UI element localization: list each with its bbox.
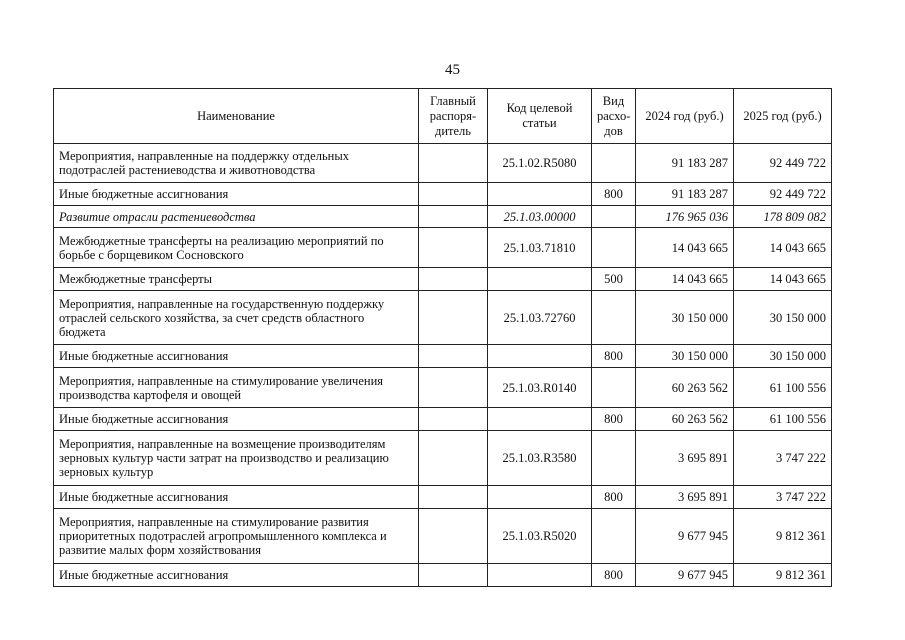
cell-kind	[592, 144, 636, 183]
cell-2024: 60 263 562	[636, 408, 734, 431]
table-row	[54, 228, 832, 268]
table-row	[54, 509, 832, 564]
table-row	[54, 431, 832, 486]
cell-kind	[592, 228, 636, 268]
cell-2025: 178 809 082	[734, 206, 832, 228]
cell-2025: 30 150 000	[734, 291, 832, 345]
cell-kind	[592, 431, 636, 486]
cell-name: Мероприятия, направленные на стимулирование увеличения производства картофеля и овощей	[54, 368, 419, 408]
cell-2024: 9 677 945	[636, 509, 734, 564]
cell-name: Межбюджетные трансферты на реализацию мероприятий по борьбе с борщевиком Сосновского	[54, 228, 419, 268]
table-row	[54, 268, 832, 291]
table-row	[54, 206, 832, 228]
cell-kind: 800	[592, 408, 636, 431]
cell-2024: 60 263 562	[636, 368, 734, 408]
page-number: 45	[445, 62, 460, 78]
cell-2024: 176 965 036	[636, 206, 734, 228]
cell-code: 25.1.03.72760	[488, 291, 592, 345]
cell-code: 25.1.03.R0140	[488, 368, 592, 408]
cell-kind	[592, 206, 636, 228]
cell-2025: 30 150 000	[734, 345, 832, 368]
cell-code	[488, 268, 592, 291]
cell-kind	[592, 291, 636, 345]
cell-admin	[419, 144, 488, 183]
cell-2025: 92 449 722	[734, 183, 832, 206]
table-row	[54, 564, 832, 587]
cell-2024: 91 183 287	[636, 183, 734, 206]
header-name: Наименование	[54, 89, 419, 144]
cell-code	[488, 408, 592, 431]
cell-name: Иные бюджетные ассигнования	[54, 408, 419, 431]
cell-kind: 800	[592, 486, 636, 509]
cell-kind: 800	[592, 564, 636, 587]
table-row	[54, 183, 832, 206]
cell-name: Мероприятия, направленные на поддержку отдельных подотраслей растениеводства и животноводства	[54, 144, 419, 183]
cell-code: 25.1.03.R5020	[488, 509, 592, 564]
cell-admin	[419, 345, 488, 368]
cell-admin	[419, 431, 488, 486]
cell-name: Развитие отрасли растениеводства	[54, 206, 419, 228]
cell-2025: 3 747 222	[734, 486, 832, 509]
table-row	[54, 291, 832, 345]
table-row	[54, 144, 832, 183]
budget-table	[53, 88, 832, 587]
cell-name: Мероприятия, направленные на возмещение производителям зерновых культур части затрат на производство и реализацию зерновых культур	[54, 431, 419, 486]
cell-2024: 91 183 287	[636, 144, 734, 183]
cell-2024: 14 043 665	[636, 268, 734, 291]
table-row	[54, 345, 832, 368]
cell-2025: 9 812 361	[734, 564, 832, 587]
header-code: Код целевой статьи	[488, 89, 592, 144]
table-row	[54, 486, 832, 509]
cell-kind	[592, 509, 636, 564]
cell-code: 25.1.03.R3580	[488, 431, 592, 486]
cell-name: Мероприятия, направленные на стимулирование развития приоритетных подотраслей агропромышленного комплекса и развитие малых форм хозяйствования	[54, 509, 419, 564]
table-header-row	[54, 89, 832, 144]
cell-2024: 14 043 665	[636, 228, 734, 268]
cell-name: Иные бюджетные ассигнования	[54, 183, 419, 206]
cell-kind: 500	[592, 268, 636, 291]
cell-admin	[419, 183, 488, 206]
cell-admin	[419, 291, 488, 345]
cell-2025: 92 449 722	[734, 144, 832, 183]
header-kind: Вид расхо-дов	[592, 89, 636, 144]
header-admin: Главный распоря-дитель	[419, 89, 488, 144]
cell-admin	[419, 564, 488, 587]
cell-code: 25.1.02.R5080	[488, 144, 592, 183]
header-2025: 2025 год (руб.)	[734, 89, 832, 144]
cell-admin	[419, 268, 488, 291]
cell-admin	[419, 509, 488, 564]
cell-admin	[419, 206, 488, 228]
header-2024: 2024 год (руб.)	[636, 89, 734, 144]
cell-code	[488, 564, 592, 587]
cell-2025: 9 812 361	[734, 509, 832, 564]
cell-code	[488, 486, 592, 509]
cell-name: Мероприятия, направленные на государственную поддержку отраслей сельского хозяйства, за счет средств областного бюджета	[54, 291, 419, 345]
cell-kind: 800	[592, 183, 636, 206]
cell-2025: 61 100 556	[734, 408, 832, 431]
cell-2024: 3 695 891	[636, 431, 734, 486]
table-row	[54, 368, 832, 408]
cell-2025: 61 100 556	[734, 368, 832, 408]
cell-2024: 3 695 891	[636, 486, 734, 509]
cell-kind: 800	[592, 345, 636, 368]
cell-code: 25.1.03.71810	[488, 228, 592, 268]
cell-admin	[419, 408, 488, 431]
table-row	[54, 408, 832, 431]
cell-code	[488, 345, 592, 368]
cell-2025: 14 043 665	[734, 228, 832, 268]
cell-2024: 30 150 000	[636, 291, 734, 345]
cell-name: Иные бюджетные ассигнования	[54, 486, 419, 509]
cell-2025: 14 043 665	[734, 268, 832, 291]
cell-name: Иные бюджетные ассигнования	[54, 564, 419, 587]
cell-2024: 9 677 945	[636, 564, 734, 587]
cell-admin	[419, 228, 488, 268]
cell-code	[488, 183, 592, 206]
cell-name: Иные бюджетные ассигнования	[54, 345, 419, 368]
cell-admin	[419, 368, 488, 408]
cell-name: Межбюджетные трансферты	[54, 268, 419, 291]
cell-code: 25.1.03.00000	[488, 206, 592, 228]
cell-2025: 3 747 222	[734, 431, 832, 486]
cell-2024: 30 150 000	[636, 345, 734, 368]
cell-admin	[419, 486, 488, 509]
cell-kind	[592, 368, 636, 408]
